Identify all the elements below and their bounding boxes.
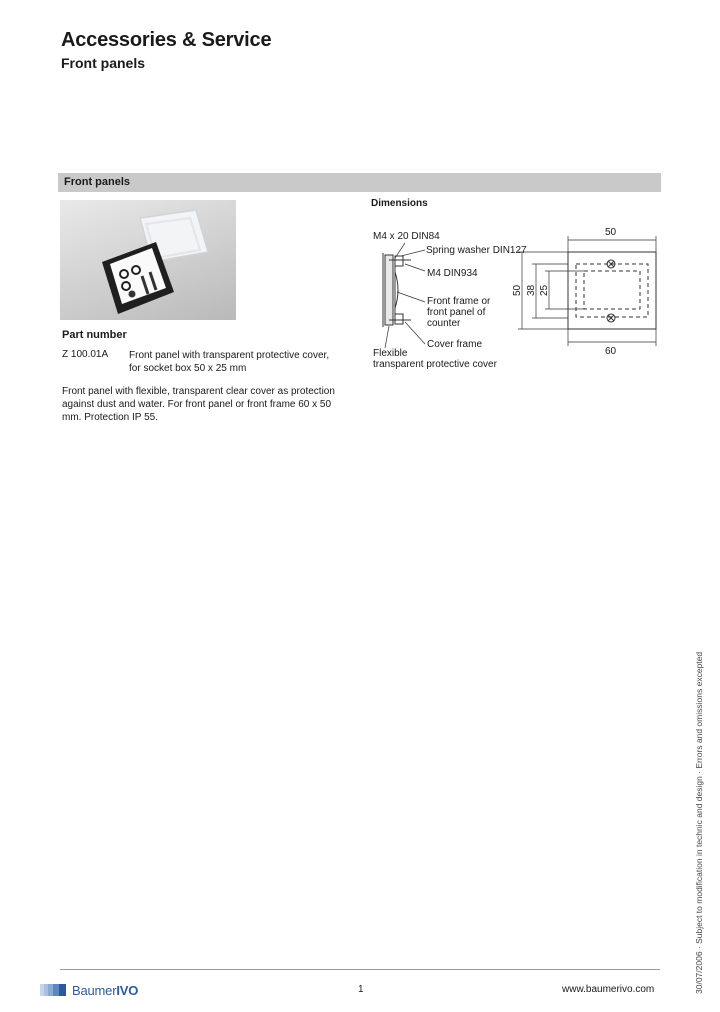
logo-mark-icon (40, 984, 66, 996)
part-description-line: for socket box 50 x 25 mm (129, 363, 247, 374)
page-title: Accessories & Service (61, 29, 272, 51)
dim-label-flexible-1: Flexible (373, 348, 408, 359)
dim-top-width: 50 (605, 227, 617, 238)
dim-label-washer: Spring washer DIN127 (426, 245, 527, 256)
part-description-line: Front panel with transparent protective cover, (129, 350, 330, 361)
dimensions-heading: Dimensions (371, 198, 428, 209)
dim-label-screw: M4 x 20 DIN84 (373, 231, 440, 242)
brand-name: BaumerIVO (72, 982, 139, 998)
dim-inner-height: 25 (539, 284, 550, 296)
dim-label-flexible-2: transparent protective cover (373, 359, 497, 370)
part-number: Z 100.01A (62, 349, 109, 360)
dim-hole-spacing: 38 (526, 284, 537, 296)
product-description: Front panel with flexible, transparent clear cover as protection against dust and water. For front panel or front frame 60 x 50 mm. Protection IP 55. (62, 386, 335, 423)
dim-label-frame-1: Front frame or (427, 296, 491, 307)
dim-outer-height: 50 (512, 284, 523, 296)
brand-logo (40, 982, 138, 998)
product-photo (60, 200, 236, 320)
section-header: Front panels (58, 173, 661, 192)
page-subtitle: Front panels (61, 55, 146, 71)
website-link[interactable]: www.baumerivo.com (562, 984, 655, 995)
dim-label-frame-2: front panel of (427, 307, 486, 318)
side-disclaimer: 30/07/2006 · Subject to modification in technic and design · Errors and omissions excepted (694, 651, 704, 994)
dimension-drawing (365, 220, 665, 372)
dim-label-frame-3: counter (427, 318, 461, 329)
dim-label-nut: M4 DIN934 (427, 268, 478, 279)
page-number: 1 (358, 984, 364, 995)
dim-bottom-width: 60 (605, 346, 617, 357)
footer-divider (60, 969, 660, 970)
dim-label-cover-frame: Cover frame (427, 339, 483, 350)
part-description (129, 349, 359, 375)
part-number-heading: Part number (62, 329, 127, 341)
